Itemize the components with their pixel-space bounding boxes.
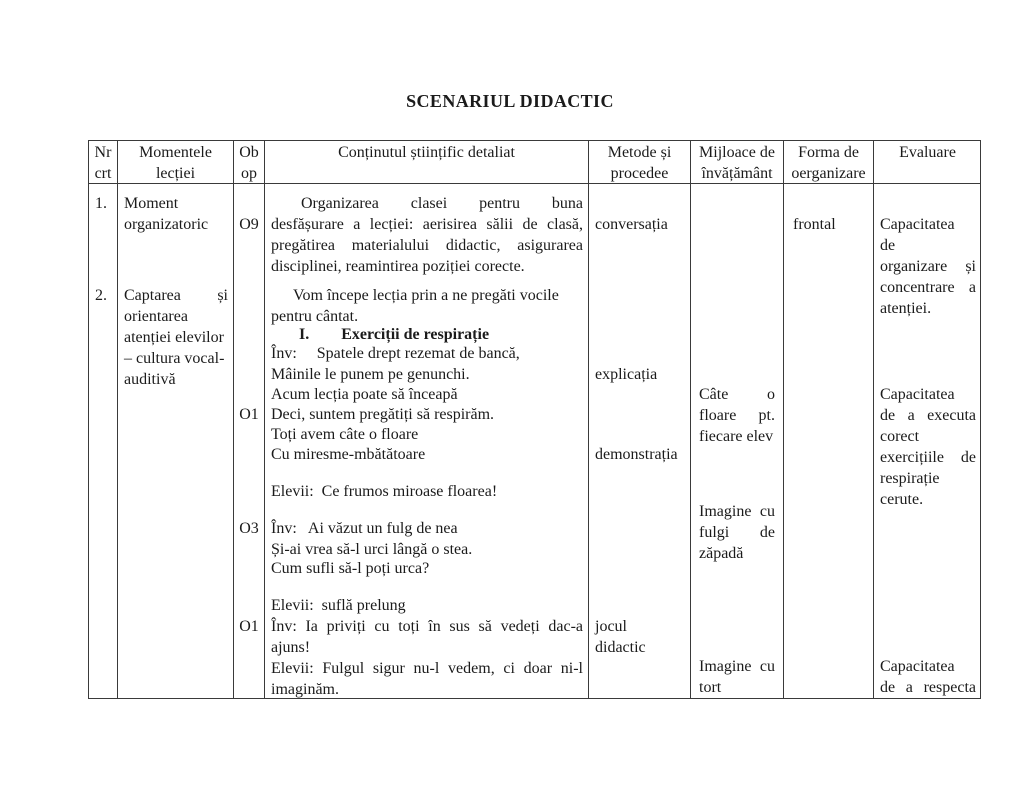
evaluation-line: Capacitatea xyxy=(880,216,955,233)
content-line: Vom începe lecția prin a ne pregăti vocile xyxy=(293,287,559,304)
header-mijloace: Mijloace de învățământ xyxy=(691,141,784,184)
header-metode: Metode și procedee xyxy=(589,141,691,184)
content-line: disciplinei, reamintirea poziției corecte. xyxy=(271,258,525,275)
method-item: conversația xyxy=(595,216,668,233)
evaluation-line: concentrare a xyxy=(880,279,976,296)
objective-code: O1 xyxy=(239,406,259,423)
content-line: pregătirea materialului didactic, asigurarea xyxy=(271,237,583,254)
organization-form: frontal xyxy=(793,216,836,233)
resource-line: Imagine cu xyxy=(699,503,775,520)
header-momentele-lectiei: Momentele lecției xyxy=(118,141,234,184)
objective-code: O1 xyxy=(239,618,259,635)
col-forma xyxy=(784,184,874,698)
col-evaluare xyxy=(874,184,981,698)
content-line: Acum lecția poate să înceapă xyxy=(271,386,458,403)
content-line: Mâinile le punem pe genunchi. xyxy=(271,366,470,383)
content-line: Elevii: suflă prelung xyxy=(271,597,406,614)
evaluation-line: de xyxy=(880,237,896,254)
col-metode xyxy=(589,184,691,698)
content-line: Cu miresme-mbătătoare xyxy=(271,446,426,463)
content-line: Deci, suntem pregătiți să respirăm. xyxy=(271,406,495,423)
moment-line: – cultura vocal- xyxy=(124,350,225,367)
evaluation-line: corect xyxy=(880,428,920,445)
moment-line: Captarea și xyxy=(124,287,228,304)
col-nr-crt xyxy=(89,184,118,698)
content-line: Toți avem câte o floare xyxy=(271,426,419,443)
header-forma: Forma de oerganizare xyxy=(784,141,874,184)
header-ob-op: Ob op xyxy=(234,141,265,184)
col-ob-op xyxy=(234,184,265,698)
content-line: Înv: Spatele drept rezemat de bancă, xyxy=(271,345,520,362)
evaluation-line: cerute. xyxy=(880,491,924,508)
col-continut xyxy=(265,184,589,698)
content-line: Elevii: Ce frumos miroase floarea! xyxy=(271,483,498,500)
content-line: Și-ai vrea să-l urci lângă o stea. xyxy=(271,541,473,558)
evaluation-line: Capacitatea xyxy=(880,658,955,675)
resource-line: Câte o xyxy=(699,386,775,403)
evaluation-line: exercițiile de xyxy=(880,449,976,466)
content-line: Organizarea clasei pentru buna xyxy=(301,195,583,212)
resource-line: fiecare elev xyxy=(699,428,774,445)
evaluation-line: organizare și xyxy=(880,258,976,275)
content-line: Înv: Ai văzut un fulg de nea xyxy=(271,520,458,537)
content-line: desfășurare a lecției: aerisirea sălii de clasă, xyxy=(271,216,583,233)
header-nr-crt: Nr crt xyxy=(89,141,118,184)
resource-line: tort xyxy=(699,679,722,696)
resource-line: fulgi de xyxy=(699,524,775,541)
evaluation-line: de a executa xyxy=(880,407,976,424)
objective-code: O9 xyxy=(239,216,259,233)
moment-line: organizatoric xyxy=(124,216,209,233)
content-line: ajuns! xyxy=(271,639,311,656)
evaluation-line: atenției. xyxy=(880,300,932,317)
method-item: demonstrația xyxy=(595,446,678,463)
row-number: 1. xyxy=(95,195,107,212)
evaluation-line: de a respecta xyxy=(880,679,976,696)
header-continut: Conținutul științific detaliat xyxy=(265,141,589,184)
col-mijloace xyxy=(691,184,784,698)
row-number: 2. xyxy=(95,287,107,304)
content-line: pentru cântat. xyxy=(271,308,359,325)
method-item: jocul didactic xyxy=(595,618,646,656)
content-line: Elevii: Fulgul sigur nu-l vedem, ci doar ni-l xyxy=(271,660,583,677)
resource-line: zăpadă xyxy=(699,545,744,562)
table-body-row xyxy=(89,184,980,698)
content-heading: I. Exerciții de respirație xyxy=(299,326,490,343)
col-momentele-lectiei xyxy=(118,184,234,698)
resource-line: floare pt. xyxy=(699,407,775,424)
lesson-plan-table xyxy=(88,140,981,699)
resource-line: Imagine cu xyxy=(699,658,775,675)
moment-line: orientarea xyxy=(124,308,188,325)
content-line: Înv: Ia priviți cu toți în sus să vedeți dac-a xyxy=(271,618,583,635)
method-item: explicația xyxy=(595,366,658,383)
table-header-row xyxy=(89,141,980,184)
moment-line: atenției elevilor xyxy=(124,329,224,346)
content-line: Cum sufli să-l poți urca? xyxy=(271,560,430,577)
evaluation-line: respirație xyxy=(880,470,940,487)
objective-code: O3 xyxy=(239,520,259,537)
moment-line: Moment xyxy=(124,195,179,212)
content-line: imaginăm. xyxy=(271,681,339,698)
page-title: SCENARIUL DIDACTIC xyxy=(406,91,614,111)
header-evaluare: Evaluare xyxy=(874,141,981,184)
evaluation-line: Capacitatea xyxy=(880,386,955,403)
moment-line: auditivă xyxy=(124,371,176,388)
